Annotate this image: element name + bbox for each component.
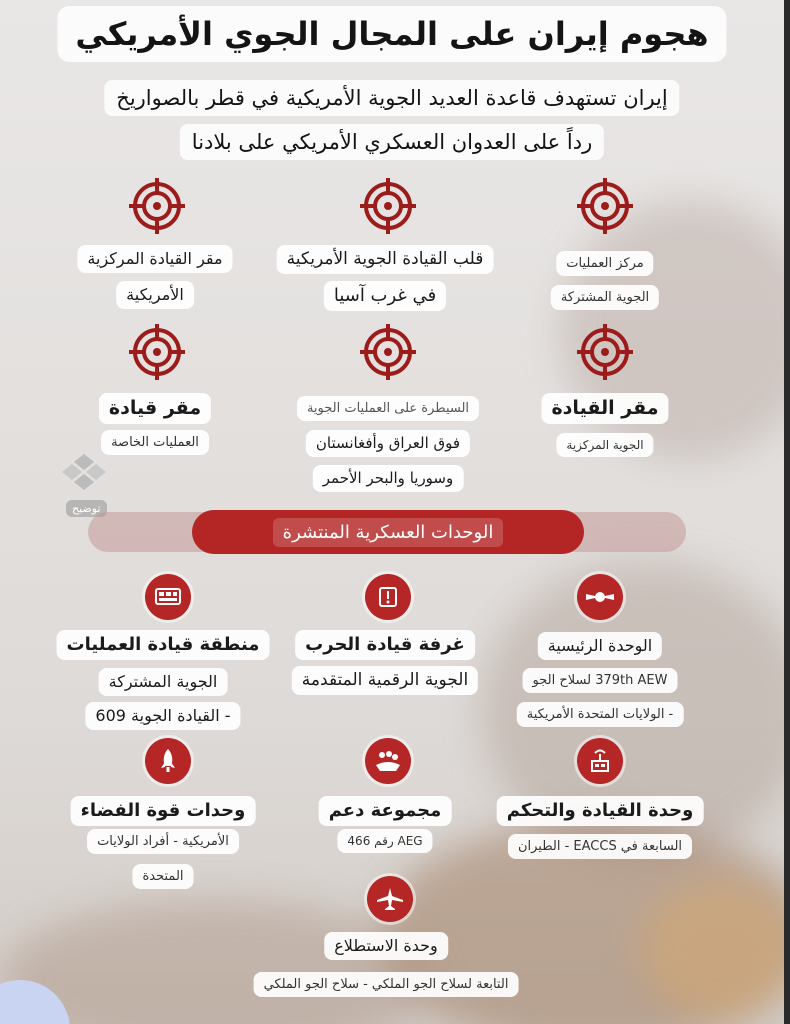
alert-icon — [365, 574, 411, 620]
right-frame-border — [784, 0, 790, 1024]
unit-label: المتحدة — [132, 864, 193, 889]
target-label: وسوريا والبحر الأحمر — [313, 465, 464, 492]
target-label: العمليات الخاصة — [101, 430, 209, 455]
target-label: الجوية المركزية — [556, 433, 653, 457]
target-label: فوق العراق وأفغانستان — [306, 430, 470, 457]
unit-label: 379th AEW لسلاح الجو — [523, 668, 678, 693]
target-label: مقر القيادة — [541, 393, 668, 424]
unit-label: وحدات قوة الفضاء — [71, 796, 256, 826]
target-label: مركز العمليات — [556, 251, 653, 276]
watermark-label: توضيح — [66, 500, 107, 517]
corner-circle-decoration — [0, 980, 70, 1024]
support-group-icon — [365, 738, 411, 784]
section-banner-label: الوحدات العسكرية المنتشرة — [273, 518, 504, 547]
fire-glow-decoration — [640, 880, 790, 1020]
unit-label: غرفة قيادة الحرب — [295, 630, 475, 660]
control-panel-icon — [145, 574, 191, 620]
unit-label: AEG رقم 466 — [337, 829, 432, 853]
watermark-logo-icon — [58, 452, 110, 492]
target-label: مقر القيادة المركزية — [77, 245, 232, 273]
smoke-decoration — [0, 900, 430, 1024]
unit-label: - الولايات المتحدة الأمريكية — [517, 702, 684, 727]
unit-label: السابعة في EACCS - الطيران — [508, 834, 692, 859]
subtitle-line-2: رداً على العدوان العسكري الأمريكي على بلادنا — [180, 124, 604, 160]
unit-label: الجوية الرقمية المتقدمة — [292, 666, 478, 695]
target-label: في غرب آسيا — [324, 281, 446, 311]
unit-label: الجوية المشتركة — [99, 668, 228, 696]
section-banner — [192, 510, 584, 554]
target-crosshair-icon — [575, 322, 635, 382]
unit-label: الأمريكية - أفراد الولايات — [87, 829, 239, 854]
unit-label: التابعة لسلاح الجو الملكي - سلاح الجو الملكي — [254, 972, 519, 997]
target-crosshair-icon — [127, 322, 187, 382]
target-label: السيطرة على العمليات الجوية — [297, 396, 479, 421]
unit-label: وحدة الاستطلاع — [324, 932, 448, 960]
page-title: هجوم إيران على المجال الجوي الأمريكي — [57, 6, 726, 62]
recon-aircraft-icon — [367, 876, 413, 922]
target-label: مقر قيادة — [99, 393, 211, 424]
target-crosshair-icon — [358, 322, 418, 382]
target-label: قلب القيادة الجوية الأمريكية — [277, 245, 494, 274]
target-crosshair-icon — [575, 176, 635, 236]
target-label: الأمريكية — [116, 281, 194, 309]
unit-label: مجموعة دعم — [319, 796, 452, 826]
target-crosshair-icon — [358, 176, 418, 236]
target-label: الجوية المشتركة — [551, 285, 659, 310]
subtitle-line-1: إيران تستهدف قاعدة العديد الجوية الأمريكية في قطر بالصواريخ — [104, 80, 679, 116]
unit-label: - القيادة الجوية 609 — [85, 702, 240, 730]
target-crosshair-icon — [127, 176, 187, 236]
wings-emblem-icon — [577, 574, 623, 620]
rocket-icon — [145, 738, 191, 784]
radar-station-icon — [577, 738, 623, 784]
unit-label: منطقة قيادة العمليات — [57, 630, 270, 660]
unit-label: الوحدة الرئيسية — [538, 632, 662, 660]
unit-label: وحدة القيادة والتحكم — [497, 796, 704, 826]
